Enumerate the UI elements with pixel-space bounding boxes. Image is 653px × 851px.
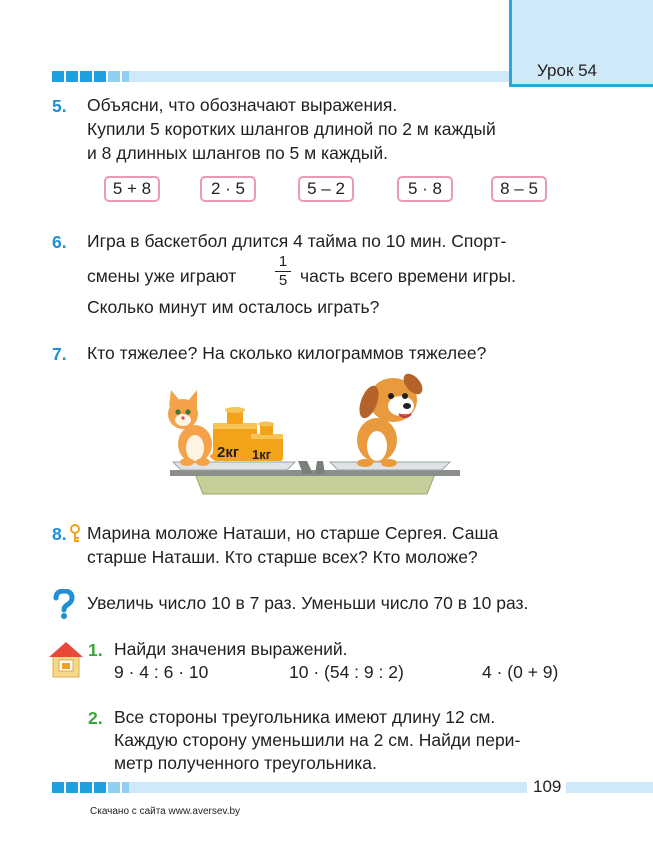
cat-illustration	[168, 390, 220, 466]
key-icon	[69, 524, 81, 544]
task-number: 1.	[88, 640, 103, 660]
task5-line: Купили 5 коротких шлангов длиной по 2 м каждый	[87, 119, 496, 139]
task8-line: старше Наташи. Кто старше всех? Кто моложе?	[87, 547, 478, 567]
header-square	[94, 71, 106, 82]
home1-expression: 9 · 4 : 6 · 10	[114, 662, 209, 682]
home2-line: метр полученного треугольника.	[114, 753, 377, 773]
expression-box: 8 – 5	[491, 176, 547, 202]
question-mark-icon	[52, 589, 76, 619]
scales-illustration	[155, 366, 465, 500]
footer-square	[66, 782, 78, 793]
task8-line: Марина моложе Наташи, но старше Сергея. Саша	[87, 523, 499, 543]
fraction-numerator: 1	[278, 253, 288, 270]
weight-label-2kg: 2кг	[217, 444, 240, 461]
home1-expression: 4 · (0 + 9)	[482, 662, 559, 682]
fraction	[275, 254, 291, 289]
house-icon	[48, 639, 84, 679]
task-number: 8.	[52, 524, 67, 544]
scales-base	[195, 474, 435, 494]
footer-band	[129, 782, 527, 793]
header-square	[66, 71, 78, 82]
home2-line: Все стороны треугольника имеют длину 12 см.	[114, 707, 496, 727]
task-number: 6.	[52, 232, 67, 252]
home1-expression: 10 · (54 : 9 : 2)	[289, 662, 404, 682]
header-band	[129, 71, 511, 82]
task7-text: Кто тяжелее? На сколько килограммов тяжелее?	[87, 343, 487, 363]
task6-line: часть всего времени игры.	[300, 266, 516, 286]
page-number: 109	[533, 777, 562, 796]
task6-line: Игра в баскетбол длится 4 тайма по 10 мин. Спорт-	[87, 231, 507, 251]
task6-line: смены уже играют	[87, 266, 237, 286]
footer-square	[94, 782, 106, 793]
expression-box: 5 · 8	[397, 176, 453, 202]
footer-band	[566, 782, 653, 793]
footer-square	[80, 782, 92, 793]
task-number: 7.	[52, 344, 67, 364]
expression-box: 5 + 8	[104, 176, 160, 202]
task-number: 2.	[88, 708, 103, 728]
header-square	[108, 71, 120, 82]
lesson-title: Урок 54	[537, 61, 598, 80]
footer-square	[108, 782, 120, 793]
expression-box: 2 · 5	[200, 176, 256, 202]
scales-beam	[170, 470, 460, 476]
task6-line: Сколько минут им осталось играть?	[87, 297, 380, 317]
question-text: Увеличь число 10 в 7 раз. Уменьши число 70 в 10 раз.	[87, 593, 529, 613]
source-note: Скачано с сайта www.aversev.by	[90, 806, 241, 817]
home1-text: Найди значения выражений.	[114, 639, 348, 659]
header-square	[80, 71, 92, 82]
task-number: 5.	[52, 96, 67, 116]
task5-line: и 8 длинных шлангов по 5 м каждый.	[87, 143, 388, 163]
footer-square	[52, 782, 64, 793]
home2-line: Каждую сторону уменьшили на 2 см. Найди пери-	[114, 730, 521, 750]
header-square	[52, 71, 64, 82]
task5-line: Объясни, что обозначают выражения.	[87, 95, 398, 115]
weight-label-1kg: 1кг	[252, 447, 272, 462]
fraction-denominator: 5	[278, 272, 288, 289]
expression-box: 5 – 2	[298, 176, 354, 202]
dog-illustration	[356, 370, 426, 467]
